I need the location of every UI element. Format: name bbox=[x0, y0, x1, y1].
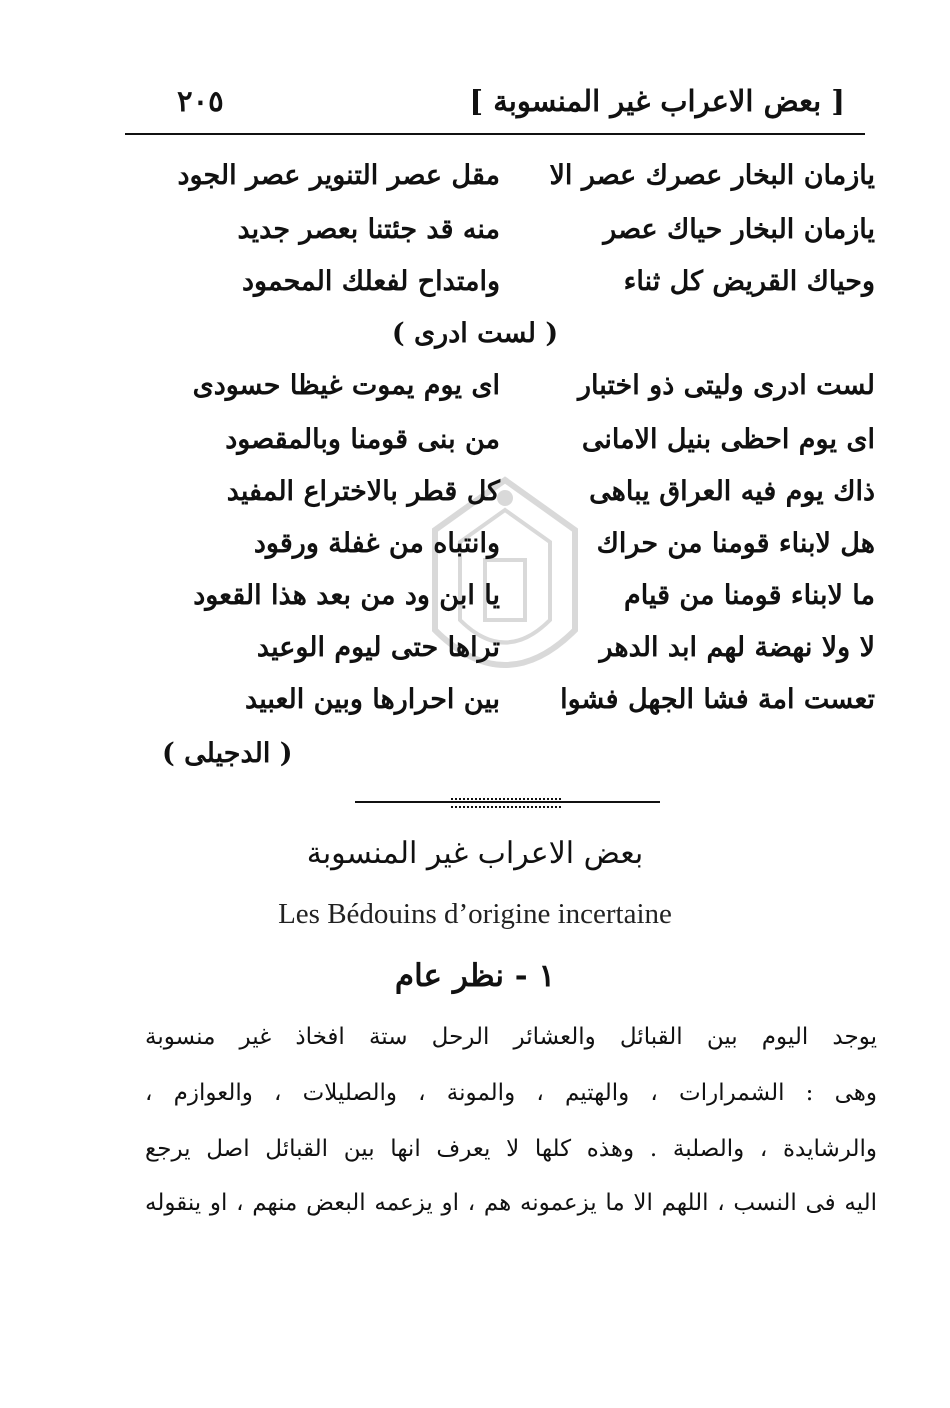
second-hemistich: وامتداح لفعلك المحمود bbox=[241, 266, 500, 297]
first-hemistich: هل لابناء قومنا من حراك bbox=[596, 528, 875, 559]
first-hemistich: تعست امة فشا الجهل فشوا bbox=[560, 684, 875, 715]
verse-line bbox=[160, 214, 875, 264]
poet-name: ( الدجيلى ) bbox=[162, 738, 293, 769]
header-rule bbox=[125, 133, 865, 135]
first-hemistich: ذاك يوم فيه العراق يباهى bbox=[589, 476, 875, 507]
verse-line bbox=[160, 370, 875, 420]
section-divider bbox=[355, 800, 660, 804]
poem-title: ( لست ادرى ) bbox=[391, 318, 559, 349]
verse-line bbox=[160, 528, 875, 578]
page-number: ٢٠٥ bbox=[177, 84, 224, 118]
verse-line bbox=[160, 580, 875, 630]
second-hemistich: يا ابن ود من بعد هذا القعود bbox=[193, 580, 500, 611]
second-hemistich: تراها حتى ليوم الوعيد bbox=[256, 632, 500, 663]
first-hemistich: لا ولا نهضة لهم ابد الدهر bbox=[599, 632, 875, 663]
first-hemistich: يازمان البخار حياك عصر bbox=[603, 214, 875, 245]
first-hemistich: وحياك القريض كل ثناء bbox=[623, 266, 875, 297]
first-hemistich: ما لابناء قومنا من قيام bbox=[624, 580, 875, 611]
paragraph-line: والرشايدة ، والصلبة . وهذه كلها لا يعرف انها بين القبائل اصل يرجع bbox=[145, 1136, 877, 1162]
second-hemistich: كل قطر بالاختراع المفيد bbox=[226, 476, 500, 507]
paragraph-line: يوجد اليوم بين القبائل والعشائر الرحل ستة افخاذ غير منسوبة bbox=[145, 1024, 877, 1050]
subsection-heading: ١ - نظر عام bbox=[394, 958, 556, 994]
second-hemistich: منه قد جئتنا بعصر جديد bbox=[237, 214, 500, 245]
paragraph-line: وهى : الشمرارات ، والهتيم ، والمونة ، والصليلات ، والعوازم ، bbox=[145, 1080, 877, 1106]
first-hemistich: يازمان البخار عصرك عصر الا bbox=[549, 160, 875, 191]
verse-line bbox=[160, 266, 875, 316]
first-hemistich: لست ادرى وليتى ذو اختبار bbox=[578, 370, 875, 401]
running-title: [ بعض الاعراب غير المنسوبة ] bbox=[469, 84, 845, 118]
verse-line bbox=[160, 684, 875, 734]
second-hemistich: بين احرارها وبين العبيد bbox=[245, 684, 500, 715]
verse-line bbox=[160, 632, 875, 682]
verse-line bbox=[160, 424, 875, 474]
second-hemistich: مقل عصر التنوير عصر الجود bbox=[177, 160, 500, 191]
second-hemistich: اى يوم يموت غيظا حسودى bbox=[192, 370, 500, 401]
french-title: Les Bédouins d’origine incertaine bbox=[278, 898, 672, 930]
second-hemistich: وانتباه من غفلة ورقود bbox=[253, 528, 500, 559]
second-hemistich: من بنى قومنا وبالمقصود bbox=[225, 424, 500, 455]
verse-line bbox=[160, 476, 875, 526]
page-header bbox=[125, 78, 865, 128]
paragraph-line: اليه فى النسب ، اللهم الا ما يزعمونه هم ، او يزعمه البعض منهم ، او ينقوله bbox=[145, 1190, 877, 1216]
first-hemistich: اى يوم احظى بنيل الامانى bbox=[581, 424, 875, 455]
verse-line bbox=[160, 160, 875, 210]
section-title: بعض الاعراب غير المنسوبة bbox=[306, 836, 644, 871]
